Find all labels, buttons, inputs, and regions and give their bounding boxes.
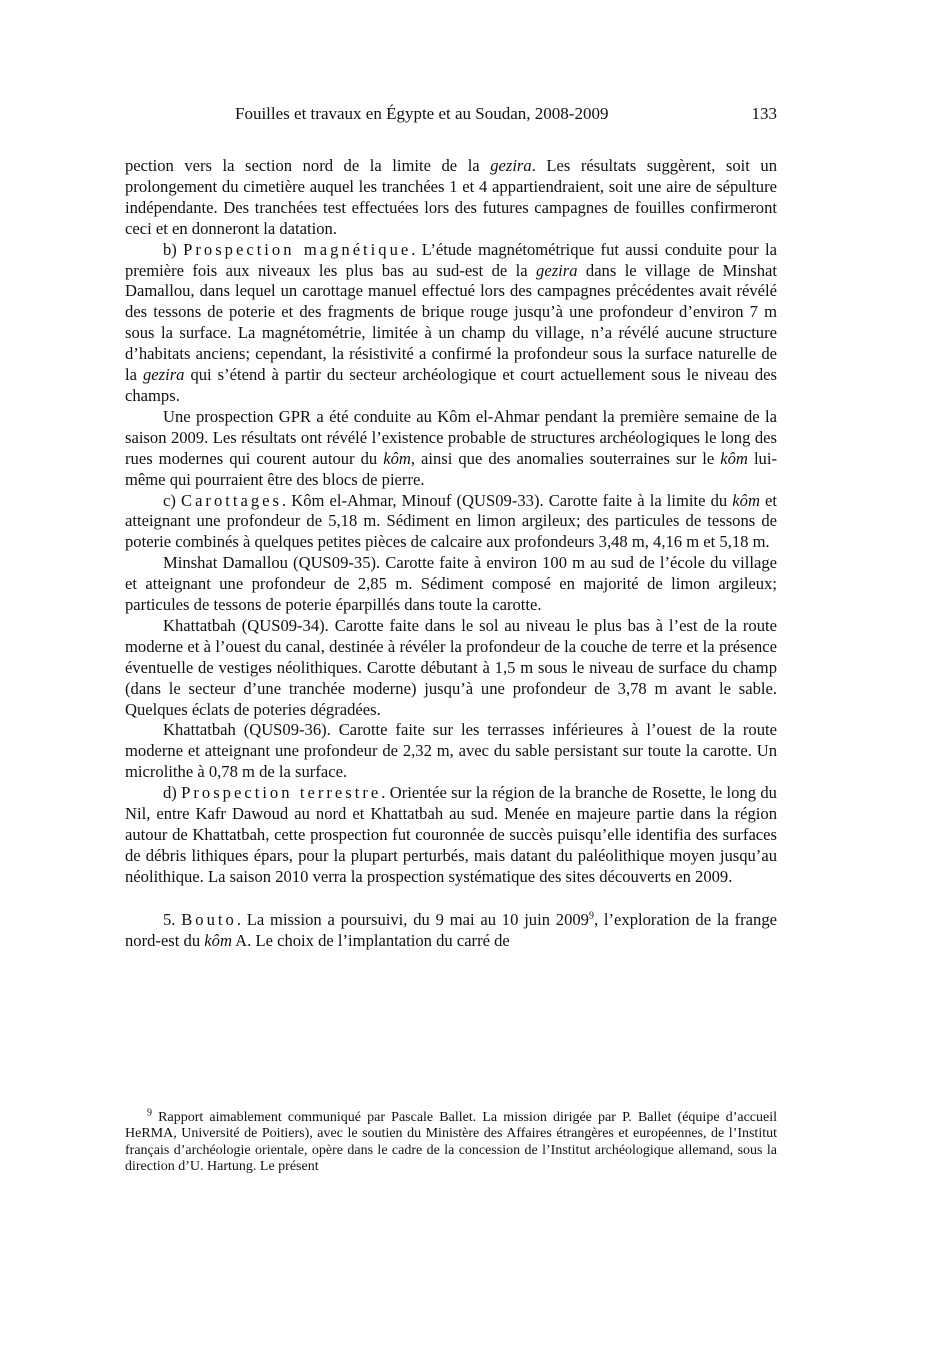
footnote-ref[interactable]: 9 — [588, 910, 594, 922]
paragraph-khattatbah-36: Khattatbah (QUS09-36). Carotte faite sur les terrasses inférieures à l’ouest de la route moderne et atteignant une profondeur de 2,32 m, avec du sable persistant sur toute la carotte. Un microlithe à 0,78 m de la surface. — [125, 720, 777, 782]
paragraph-terrestrial-prospection: d) Prospection terrestre. Orientée sur la région de la branche de Rosette, le long du Nil, entre Kafr Dawoud au nord et Khattatbah au sud. Menée en majeure partie dans la région autour de Khattatbah, cette prospection fut couronnée de succès puisqu’elle identifia des surfaces de débris lithiques épars, pour la plupart perturbés, mais datant du paléolithique moyen jusqu’au néolithique. La saison 2010 verra la prospection systématique des sites découverts en 2009. — [125, 783, 777, 886]
paragraph-bouto: 5. Bouto. La mission a poursuivi, du 9 mai au 10 juin 2009$^9$, l’exploration de la frange nord-est du kôm A. Le choix de l’implantation du carré de — [125, 909, 777, 950]
section-heading: Prospection terrestre — [181, 783, 382, 803]
paragraph-khattatbah-34: Khattatbah (QUS09-34). Carotte faite dans le sol au niveau le plus bas à l’est de la route moderne et à l’ouest du canal, destinée à révéler la profondeur de la couche de terre et la présence éventuelle de vestiges néolithiques. Carotte débutant à 1,5 m sous le niveau de surface du champ (dans le secteur d’une tranchée moderne) jusqu’à une profondeur de 3,78 m avant le sable. Quelques éclats de poteries dégradées. — [125, 615, 777, 719]
footnote-marker: 9 — [147, 1107, 152, 1119]
running-title: Fouilles et travaux en Égypte et au Soudan, 2008-2009 — [235, 104, 609, 123]
paragraph-1: pection vers la section nord de la limite de la gezira. Les résultats suggèrent, soit un prolongement du cimetière auquel les tranchées 1 et 4 appartiendraient, soit une aire de sépulture indépendante. Des tranchées test effectuées lors des futures campagnes de fouilles confirmeront ceci et en donneront la datation. — [125, 156, 777, 238]
main-text — [125, 156, 777, 952]
page — [125, 98, 777, 952]
paragraph-carottages: c) Carottages. Kôm el-Ahmar, Minouf (QUS09-33). Carotte faite à la limite du kôm et atteignant une profondeur de 5,18 m. Sédiment en limon argileux; des particules de tessons de poterie combinés à quelques petites pièces de calcaire aux profondeurs 3,48 m, 4,16 m et 5,18 m. — [125, 490, 778, 552]
paragraph-magnetic-prospection: b) Prospection magnétique. L’étude magnétométrique fut aussi conduite pour la première fois aux niveaux les plus bas au sud-est de la gezira dans le village de Minshat Damallou, dans lequel un carottage manuel effectué lors des campagnes précédentes avait révélé des tessons de poterie et des fragments de brique rouge jusqu’à une profondeur d’environ 7 m sous la surface. La magnétométrie, limitée à un champ du village, n’a révélé aucune structure d’habitats anciens; cependant, la résistivité a confirmé la profondeur sous la surface naturelle de la gezira qui s’étend à partir du secteur archéologique et court actuellement sous le niveau des champs. — [125, 239, 778, 405]
footnotes — [125, 1107, 777, 1175]
section-heading: Bouto — [181, 909, 237, 929]
section-heading: Prospection magnétique — [183, 239, 412, 259]
section-heading: Carottages — [181, 490, 282, 510]
running-header — [125, 98, 777, 128]
paragraph-minshat: Minshat Damallou (QUS09-35). Carotte faite à environ 100 m au sud de l’école du village et atteignant une profondeur de 2,85 m. Sédiment composé en majorité de limon argileux; particules de tessons de poterie éparpillés dans toute la carotte. — [125, 553, 777, 615]
paragraph-gpr: Une prospection GPR a été conduite au Kôm el-Ahmar pendant la première semaine de la saison 2009. Les résultats ont révélé l’existence probable de structures archéologiques le long des rues modernes qui courent autour du kôm, ainsi que des anomalies souterraines sur le kôm lui-même qui pourraient être des blocs de pierre. — [125, 406, 777, 489]
page-number: 133 — [751, 104, 777, 123]
paragraph-gap — [125, 888, 777, 910]
footnote-9: $^9$ Rapport aimablement communiqué par Pascale Ballet. La mission dirigée par P. Ballet (équipe d’accueil HeRMA, Université de Poitiers), avec le soutien du Ministère des Affaires étrangères et européennes, de l’Institut français d’archéologie orientale, opère dans le cadre de la concession de l’Institut archéologique allemand, sous la direction d’U. Hartung. Le présent — [125, 1107, 777, 1174]
